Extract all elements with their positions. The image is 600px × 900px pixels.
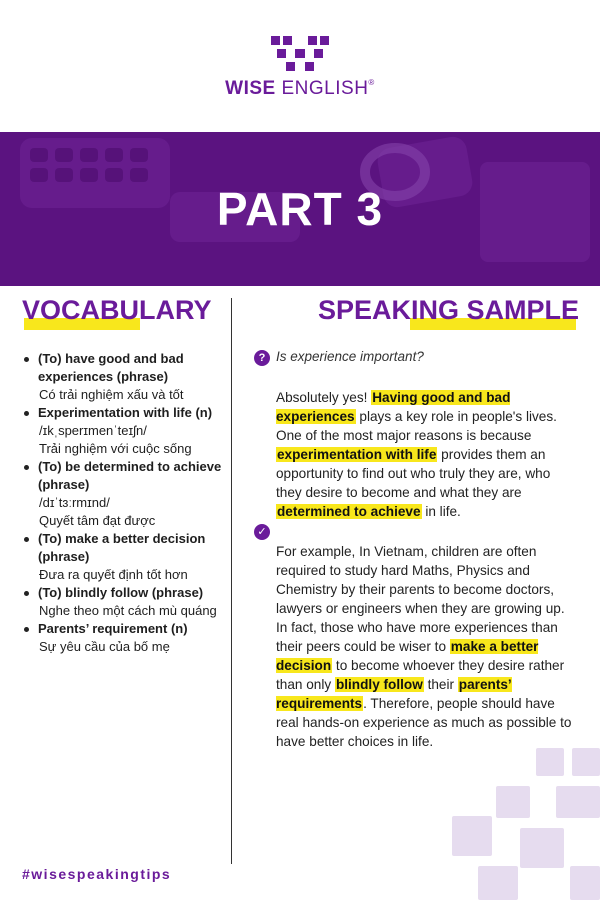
answer-paragraph-1: Absolutely yes! Having good and bad experiences plays a key role in people's lives. One of the most major reasons is because experimentation with life provides them an opportunity to find out who truly they are, who they desire to become and what they are determined to achieve in life. <box>276 390 557 519</box>
list-item: (To) make a better decision (phrase) Đưa ra quyết định tốt hơn <box>22 530 232 584</box>
highlighted-phrase: Having good and bad experiences <box>276 390 511 424</box>
highlighted-phrase: make a better decision <box>276 639 539 673</box>
highlighted-phrase: blindly follow <box>335 677 423 692</box>
list-item: Experimentation with life (n) /ɪkˌsperɪmenˈteɪʃn/ Trải nghiệm với cuộc sống <box>22 404 232 458</box>
answer-paragraph-2: For example, In Vietnam, children are often required to study hard Maths, Physics and Chemistry by their parents to become doctors, lawyers or engineers when they are growing up. In fact, those who have more experiences than their peers could be wiser to make a better decision to become whoever they desire rather than only blindly follow their parents’ requirements. Therefore, people should have real hands-on experience as much as possible to have better choices in life. <box>276 544 572 749</box>
wise-logo-icon <box>271 36 329 72</box>
highlighted-phrase: parents’ requirements <box>276 677 512 711</box>
hashtag: #wisespeakingtips <box>22 866 172 882</box>
list-item: (To) blindly follow (phrase) Nghe theo một cách mù quáng <box>22 584 232 620</box>
vocabulary-heading: VOCABULARY <box>22 295 212 325</box>
decorative-logo-pattern-icon <box>452 748 600 900</box>
highlighted-phrase: determined to achieve <box>277 504 421 519</box>
list-item: (To) be determined to achieve (phrase) /dɪˈtɜːrmɪnd/ Quyết tâm đạt được <box>22 458 232 530</box>
part-banner <box>0 132 600 286</box>
column-divider <box>231 298 232 864</box>
check-circle-icon: ✓ <box>254 524 270 540</box>
question-circle-icon: ? <box>254 350 270 366</box>
speaking-heading: SPEAKING SAMPLE <box>318 295 580 325</box>
list-item: Parents’ requirement (n) Sự yêu cầu của bố mẹ <box>22 620 232 656</box>
vocabulary-list <box>22 350 232 656</box>
page-title: PART 3 <box>216 183 384 235</box>
brand-name: WISE ENGLISH® <box>225 78 375 99</box>
highlighted-phrase: experimentation with life <box>277 447 437 462</box>
list-item: (To) have good and bad experiences (phrase) Có trải nghiệm xấu và tốt <box>22 350 232 404</box>
question-text: Is experience important? <box>276 349 424 364</box>
